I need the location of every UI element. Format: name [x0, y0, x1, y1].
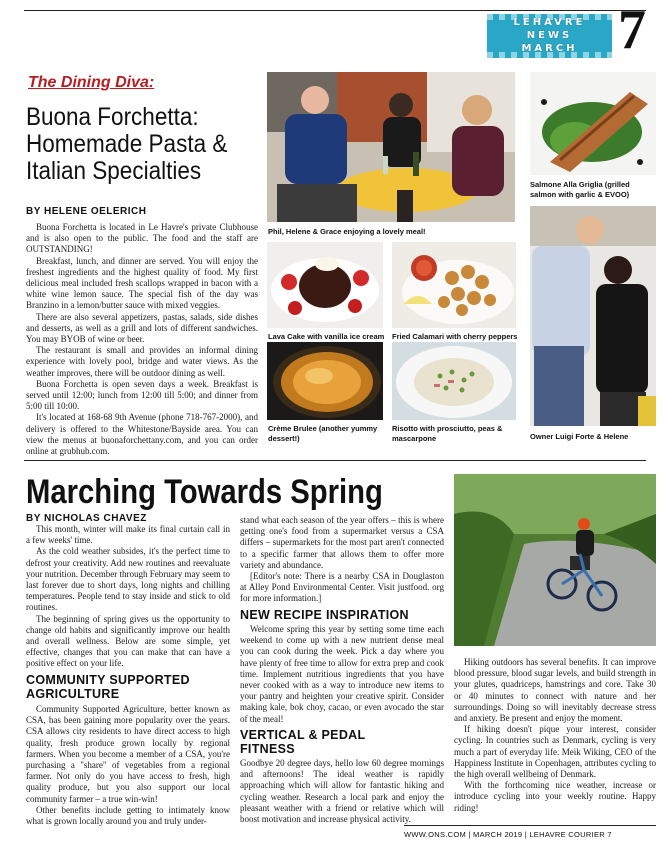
dining-paragraph: Buona Forchetta is located in Le Havre's private Clubhouse and is also open to the public. The food and the staff are OUTSTANDING! — [26, 222, 258, 255]
spring-paragraph: Hiking outdoors has several benefits. It can improve blood pressure, blood sugar levels, and build strength in your glutes, quadriceps, hamstrings and core. Take 30 or 40 minutes to connect with nature and her surroundings. Doing so will inevitably decrease stress and anxiety. Be present and enjoy the moment. — [454, 657, 656, 724]
creme-brulee-caption: Crème Brulee (another yummy dessert!) — [268, 424, 378, 443]
owner-photo — [530, 206, 656, 426]
spring-column-2 — [240, 515, 444, 605]
dining-headline: Buona Forchetta: Homemade Pasta & Italian Specialties — [26, 103, 228, 185]
salmon-photo-caption: Salmone Alla Griglia (grilled salmon with garlic & EVOO) — [530, 180, 630, 199]
footer-rule — [404, 825, 656, 826]
top-rule — [24, 10, 646, 11]
spring-paragraph: This month, winter will make its final curtain call in a few weeks' time. — [26, 524, 230, 546]
recipe-body — [240, 624, 444, 725]
recipe-paragraph: Welcome spring this year by setting some time each weekend to come up with a new nutrient dense meal you can cook during the week. Pick a day where you have plenty of free time to allow for extra prep and cook time. Implement nutritious ingredients that you have never cooked with as a way to introduce new items to your pantry and heighten your creative spirit. Consider making kale, bok choy, cacao, or even avocado the star of the meal! — [240, 624, 444, 724]
lava-cake-photo — [267, 242, 383, 328]
salmon-photo — [530, 72, 656, 175]
calamari-caption: Fried Calamari with cherry peppers — [392, 332, 518, 341]
dining-byline: BY HELENE OELERICH — [26, 206, 147, 217]
spring-column-1 — [26, 524, 230, 670]
fitness-body — [240, 758, 444, 825]
group-photo-caption: Phil, Helene & Grace enjoying a lovely meal! — [268, 227, 426, 236]
fitness-heading: VERTICAL & PEDAL FITNESS — [240, 728, 366, 756]
spring-paragraph: As the cold weather subsides, it's the perfect time to defrost your creativity. Add new routines and reevaluate your nutrition. December through February may seem to last forever due to short days, long nights and chilling temperatures. People tend to stay inside and stick to old routines. — [26, 546, 230, 613]
spring-headline: Marching Towards Spring — [26, 473, 383, 511]
spring-column-3 — [454, 657, 656, 814]
lehavre-news-masthead — [487, 14, 612, 58]
column-kicker: The Dining Diva: — [28, 74, 155, 91]
recipe-heading: NEW RECIPE INSPIRATION — [240, 608, 409, 622]
page-number: 7 — [618, 0, 646, 61]
dining-paragraph: Buona Forchetta is open seven days a week. Breakfast is served until 12:00; lunch from 12:00 till 5:00; and dinner from 5:00 till 10:00. — [26, 378, 258, 412]
editor-note: [Editor's note: There is a nearby CSA in Douglaston at Alley Pond Environmental Center. Visit justfood. org for more information.] — [240, 571, 444, 604]
masthead-line-1: LEHAVRE — [513, 17, 586, 28]
spring-paragraph: The beginning of spring gives us the opportunity to change old habits and significantly improve our health and overall wellness. Below are some simple, yet effective, changes that you can make that can have a positive effect on your life. — [26, 613, 230, 669]
dining-body — [26, 222, 258, 457]
dining-paragraph: The restaurant is small and provides an informal dining experience with lovely pool, bridge and water views. As the weather improves, there will be outdoor dining as well. — [26, 345, 258, 378]
spring-paragraph: stand what each season of the year offers – this is where getting one's food from a supermarket versus a CSA differs – supermarkets for the most part aren't connected to a specific farmer that allows them to offer more variety and abundance. — [240, 515, 444, 570]
spring-paragraph: If hiking doesn't pique your interest, consider cycling. In countries such as Denmark, cycling is very much a part of everyday life. Meik Wiking, CEO of the Happiness Institute in Copenhagen, attributes cycling to the high overall wellbeing of Denmark. — [454, 724, 656, 780]
spring-paragraph: With the forthcoming nice weather, increase or introduce cycling into your weekly routine. Happy riding! — [454, 780, 656, 813]
dining-paragraph: It's located at 168-68 9th Avenue (phone 718-767-2000), and delivery is offered to the Whitestone/Bayside area. You can view the menus at buonaforchettany.com, and you can order online at grubhub.com. — [26, 412, 258, 457]
cyclist-photo — [454, 474, 656, 646]
lava-cake-caption: Lava Cake with vanilla ice cream — [268, 332, 385, 341]
section-divider — [24, 460, 646, 461]
page-footer: WWW.ONS.COM | MARCH 2019 | LEHAVRE COURIER 7 — [404, 830, 612, 839]
fitness-paragraph: Goodbye 20 degree days, hello low 60 degree mornings and afternoons! The ideal weather is rapidly approaching which will allow for fantastic hiking and cycling weather. Research a local park and enjoy the pleasant weather with a friend or relative which will boost motivation and increase physical activity. — [240, 758, 444, 825]
masthead-line-3: MARCH — [521, 43, 578, 54]
dining-paragraph: Breakfast, lunch, and dinner are served. You will enjoy the freshest ingredients and the highest quality of food. My first delicious meal included fresh scallops wrapped in bacon with a white wine lemon sauce. The special fish of the day was Branzino in a lemon/butter sauce with mixed veggies. — [26, 255, 258, 311]
calamari-photo — [392, 242, 516, 328]
csa-body — [26, 704, 230, 827]
risotto-photo — [392, 342, 516, 420]
owner-photo-caption: Owner Luigi Forte & Helene — [530, 432, 629, 441]
creme-brulee-photo — [267, 342, 383, 420]
dining-paragraph: There are also several appetizers, pastas, salads, side dishes and desserts, as well as a grill and lots of different sandwiches. You may BYOB of wine or beer. — [26, 311, 258, 345]
csa-heading: COMMUNITY SUPPORTED AGRICULTURE — [26, 673, 190, 701]
group-photo — [267, 72, 515, 222]
csa-paragraph: Community Supported Agriculture, better known as CSA, has been gaining more popularity over the years. CSA allows city residents to have direct access to high quality, fresh produce grown locally by regional farmers. When you become a member of a CSA, you're purchasing a "share" of vegetables from a regional farmer. Not only do you have access to fresh, high quality produce, but you also support our local community farmer – a true win-win! — [26, 704, 230, 804]
masthead-line-2: NEWS — [526, 30, 573, 41]
risotto-caption: Risotto with prosciutto, peas & mascarpone — [392, 424, 503, 443]
csa-paragraph: Other benefits include getting to intimately know what is grown locally around you and truly under- — [26, 804, 230, 827]
spring-byline: BY NICHOLAS CHAVEZ — [26, 513, 147, 524]
